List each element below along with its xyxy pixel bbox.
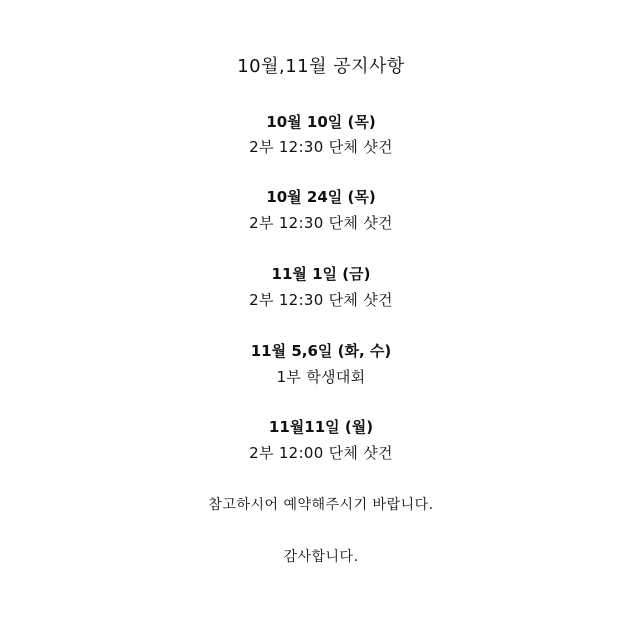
- schedule-date: 11월11일 (월): [268, 418, 374, 436]
- schedule-event: 2부 12:30 단체 샷건: [249, 214, 393, 232]
- schedule-event: 2부 12:30 단체 샷건: [249, 291, 393, 309]
- schedule-date: 11월 5,6일 (화, 수): [250, 342, 392, 360]
- schedule-date: 11월 1일 (금): [271, 265, 371, 283]
- closing-thanks: 감사합니다.: [283, 549, 359, 565]
- schedule-date: 10월 10일 (목): [266, 113, 376, 131]
- notice-title: 10월,11월 공지사항: [237, 56, 405, 77]
- schedule-event: 2부 12:00 단체 샷건: [249, 444, 393, 462]
- schedule-event: 1부 학생대회: [276, 368, 366, 386]
- schedule-event: 2부 12:30 단체 샷건: [249, 138, 393, 156]
- closing-request: 참고하시어 예약해주시기 바랍니다.: [208, 497, 434, 513]
- schedule-date: 10월 24일 (목): [266, 188, 376, 206]
